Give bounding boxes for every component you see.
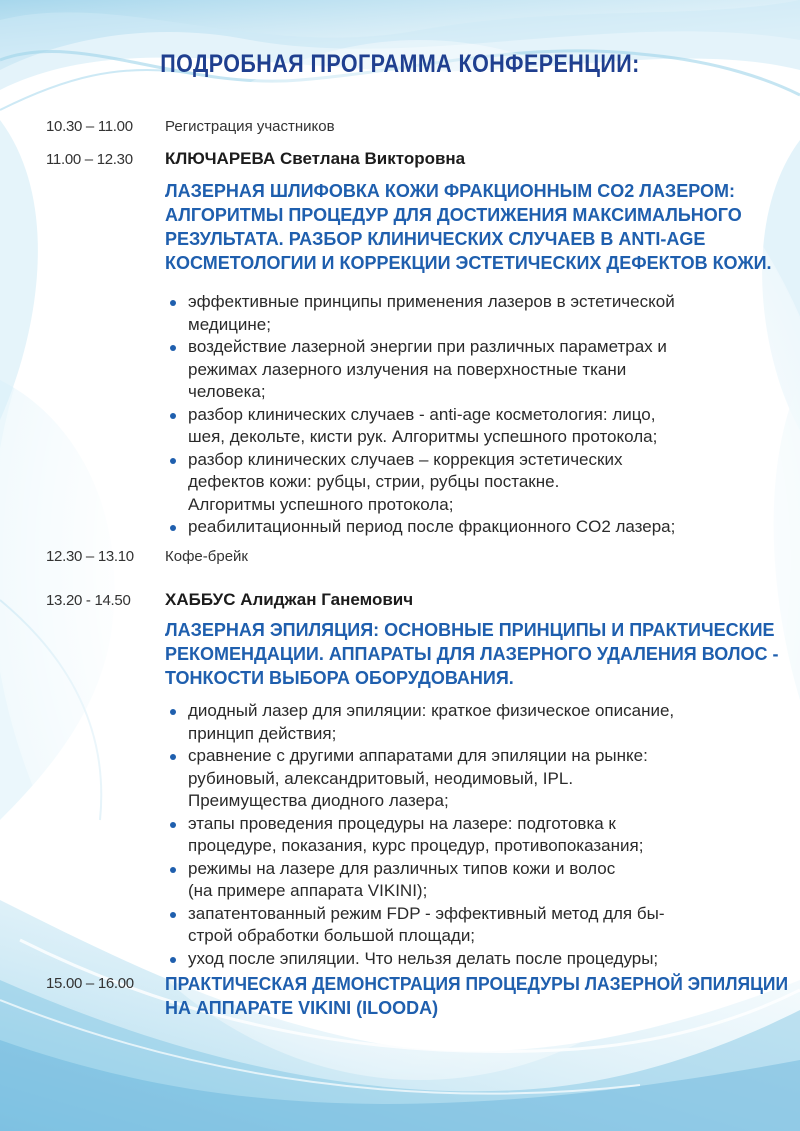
time-slot-session-1: 11.00 – 12.30: [46, 151, 133, 168]
time-slot-session-2: 13.20 - 14.50: [46, 592, 131, 609]
coffee-break-label: Кофе-брейк: [165, 548, 248, 565]
bullet-dot: [170, 754, 176, 760]
topic-line: ПРАКТИЧЕСКАЯ ДЕМОНСТРАЦИЯ ПРОЦЕДУРЫ ЛАЗЕРНОЙ ЭПИЛЯЦИИ: [165, 974, 789, 994]
bullet-line: принцип действия;: [188, 723, 337, 743]
list-item: [170, 291, 770, 336]
bullet-line: Преимущества диодного лазера;: [188, 791, 449, 810]
bullet-line: шея, декольте, кисти рук. Алгоритмы успешного протокола;: [188, 427, 658, 446]
list-item: [170, 336, 770, 404]
bullet-line: диодный лазер для эпиляции: краткое физическое описание,: [188, 701, 675, 720]
list-item: [170, 404, 770, 449]
topic-line: ЛАЗЕРНАЯ ШЛИФОВКА КОЖИ ФРАКЦИОННЫМ CO2 ЛАЗЕРОМ:: [165, 181, 735, 201]
session-topic-2: [165, 618, 785, 690]
list-item: [170, 700, 770, 745]
bullet-dot: [170, 300, 176, 306]
topic-line: РЕЗУЛЬТАТА. РАЗБОР КЛИНИЧЕСКИХ СЛУЧАЕВ В ANTI-AGE: [165, 229, 706, 249]
bullet-dot: [170, 458, 176, 464]
registration-label: Регистрация участников: [165, 118, 335, 135]
time-slot-demonstration: 15.00 – 16.00: [46, 975, 134, 992]
bullet-line: дефектов кожи: рубцы, стрии, рубцы постакне.: [188, 472, 560, 491]
bullet-line: режимах лазерного излучения на поверхностные ткани: [188, 359, 627, 379]
topic-line: ЛАЗЕРНАЯ ЭПИЛЯЦИЯ: ОСНОВНЫЕ ПРИНЦИПЫ И ПРАКТИЧЕСКИЕ: [165, 620, 775, 640]
bullet-line: запатентованный режим FDP - эффективный метод для бы-: [188, 903, 665, 923]
bullet-dot: [170, 867, 176, 873]
topic-line: РЕКОМЕНДАЦИИ. АППАРАТЫ ДЛЯ ЛАЗЕРНОГО УДАЛЕНИЯ ВОЛОС -: [165, 644, 779, 664]
bullet-line: (на примере аппарата VIKINI);: [188, 881, 428, 900]
bullet-line: уход после эпиляции. Что нельзя делать после процедуры;: [188, 948, 659, 968]
bullet-dot: [170, 413, 176, 419]
speaker-name-1: КЛЮЧАРЕВА Светлана Викторовна: [165, 149, 466, 168]
bullet-line: эффективные принципы применения лазеров в эстетической: [188, 292, 675, 311]
bullet-line: разбор клинических случаев - anti-age косметология: лицо,: [188, 404, 656, 424]
bullet-line: строй обработки большой площади;: [188, 926, 476, 945]
bullet-line: воздействие лазерной энергии при различных параметрах и: [188, 337, 667, 356]
bullet-line: рубиновый, александритовый, неодимовый, IPL.: [188, 768, 574, 788]
session-2-bullet-list: [170, 700, 770, 970]
topic-line: АЛГОРИТМЫ ПРОЦЕДУР ДЛЯ ДОСТИЖЕНИЯ МАКСИМАЛЬНОГО: [165, 205, 742, 225]
page-title: ПОДРОБНАЯ ПРОГРАММА КОНФЕРЕНЦИИ:: [160, 50, 640, 78]
session-topic-1: [165, 179, 785, 275]
bullet-line: реабилитационный период после фракционного CO2 лазера;: [188, 517, 676, 536]
list-item: [170, 858, 770, 903]
bullet-line: медицине;: [188, 314, 271, 334]
bullet-dot: [170, 709, 176, 715]
speaker-name-2: ХАББУС Алиджан Ганемович: [165, 590, 414, 609]
list-item: [170, 813, 770, 858]
bullet-line: этапы проведения процедуры на лазере: подготовка к: [188, 813, 616, 833]
list-item: [170, 745, 770, 813]
bullet-dot: [170, 525, 176, 531]
bullet-line: режимы на лазере для различных типов кожи и волос: [188, 858, 616, 878]
bullet-dot: [170, 957, 176, 963]
list-item: [170, 948, 770, 971]
time-slot-coffee-break: 12.30 – 13.10: [46, 548, 134, 565]
bullet-dot: [170, 822, 176, 828]
bullet-dot: [170, 345, 176, 351]
topic-line: НА АППАРАТЕ VIKINI (ILOODA): [165, 998, 439, 1018]
topic-line: КОСМЕТОЛОГИИ И КОРРЕКЦИИ ЭСТЕТИЧЕСКИХ ДЕФЕКТОВ КОЖИ.: [165, 253, 772, 273]
list-item: [170, 449, 770, 517]
list-item: [170, 516, 770, 539]
topic-line: ТОНКОСТИ ВЫБОРА ОБОРУДОВАНИЯ.: [165, 668, 514, 688]
bullet-line: процедуре, показания, курс процедур, противопоказания;: [188, 836, 644, 855]
bullet-line: человека;: [188, 382, 266, 401]
bullet-dot: [170, 912, 176, 918]
bullet-line: Алгоритмы успешного протокола;: [188, 494, 454, 514]
time-slot-registration: 10.30 – 11.00: [46, 118, 133, 135]
bullet-line: разбор клинических случаев – коррекция эстетических: [188, 449, 623, 469]
session-1-bullet-list: [170, 291, 770, 539]
list-item: [170, 903, 770, 948]
bullet-line: сравнение с другими аппаратами для эпиляции на рынке:: [188, 746, 648, 765]
demonstration-topic: [165, 972, 789, 1020]
